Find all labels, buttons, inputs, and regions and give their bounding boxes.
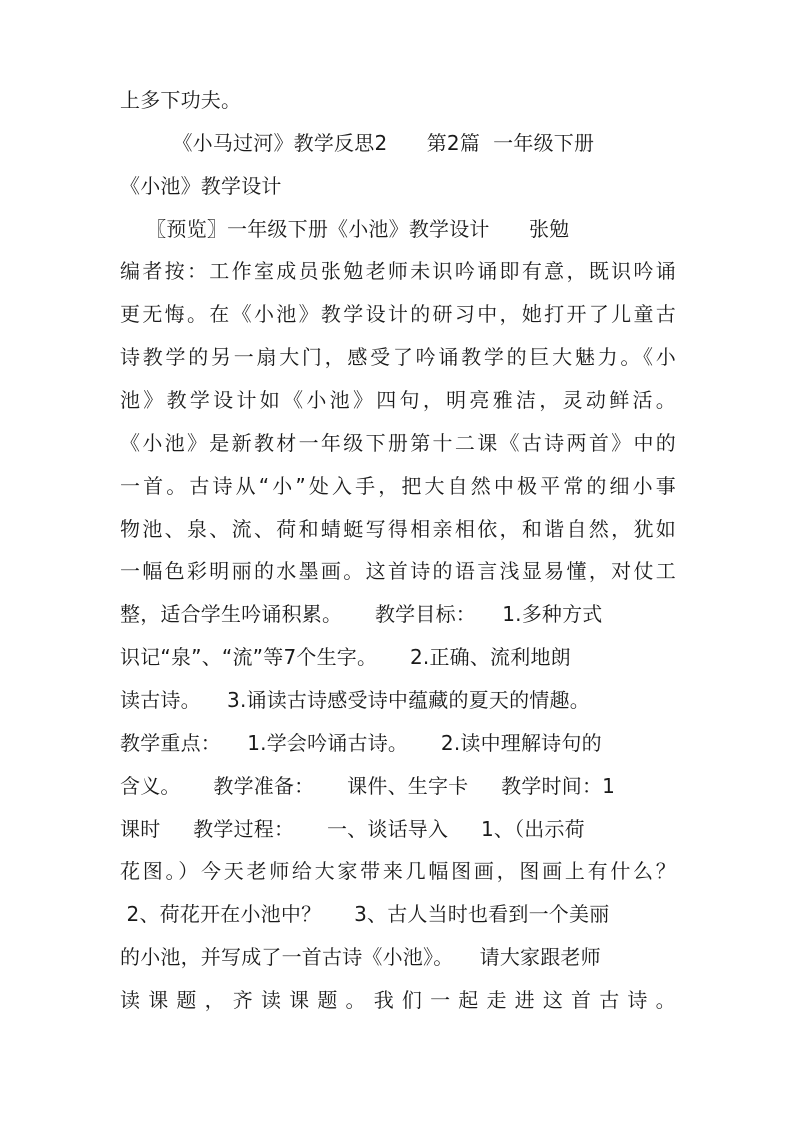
text-line: 〖预览〗一年级下册《小池》教学设计 张勉 (120, 217, 570, 241)
text-line: 含义。 教学准备： 课件、生字卡 教学时间：1 (120, 774, 616, 798)
text-line: 《小马过河》教学反思2 第2篇 一年级下册 (120, 131, 595, 155)
text-line: 2、荷花开在小池中？ 3、古人当时也看到一个美丽 (120, 902, 610, 926)
text-line: 一幅色彩明丽的水墨画。这首诗的语言浅显易懂，对仗工 (120, 559, 676, 583)
text-line: 教学重点： 1.学会吟诵古诗。 2.读中理解诗句的 (120, 731, 602, 755)
text-line: 更无悔。在《小池》教学设计的研习中，她打开了儿童古 (120, 302, 676, 326)
text-line: 读 课 题 ， 齐 读 课 题 。 我 们 一 起 走 进 这 首 古 诗 。 (120, 988, 676, 1012)
text-line: 《小池》教学设计 (120, 174, 282, 198)
text-line: 池》教学设计如《小池》四句，明亮雅洁，灵动鲜活。 (120, 388, 676, 412)
text-line: 一首。古诗从“小”处入手，把大自然中极平常的细小事 (120, 474, 676, 498)
text-line: 上多下功夫。 (120, 88, 242, 112)
text-line: 《小池》是新教材一年级下册第十二课《古诗两首》中的 (120, 431, 676, 455)
text-line: 物池、泉、流、荷和蜻蜓写得相亲相依，和谐自然，犹如 (120, 517, 676, 541)
text-line: 花图。）今天老师给大家带来几幅图画，图画上有什么？ (120, 859, 676, 883)
text-line: 整，适合学生吟诵积累。 教学目标： 1.多种方式 (120, 602, 603, 626)
text-line: 诗教学的另一扇大门，感受了吟诵教学的巨大魅力。《小 (120, 345, 676, 369)
text-line: 编者按：工作室成员张勉老师未识吟诵即有意，既识吟诵 (120, 259, 676, 283)
text-line: 课时 教学过程： 一、谈话导入 1、（出示荷 (120, 817, 585, 841)
text-line: 识记“泉”、“流”等7个生字。 2.正确、流利地朗 (120, 645, 571, 669)
text-line: 读古诗。 3.诵读古诗感受诗中蕴藏的夏天的情趣。 (120, 688, 590, 712)
text-line: 的小池，并写成了一首古诗《小池》。 请大家跟老师 (120, 945, 601, 969)
